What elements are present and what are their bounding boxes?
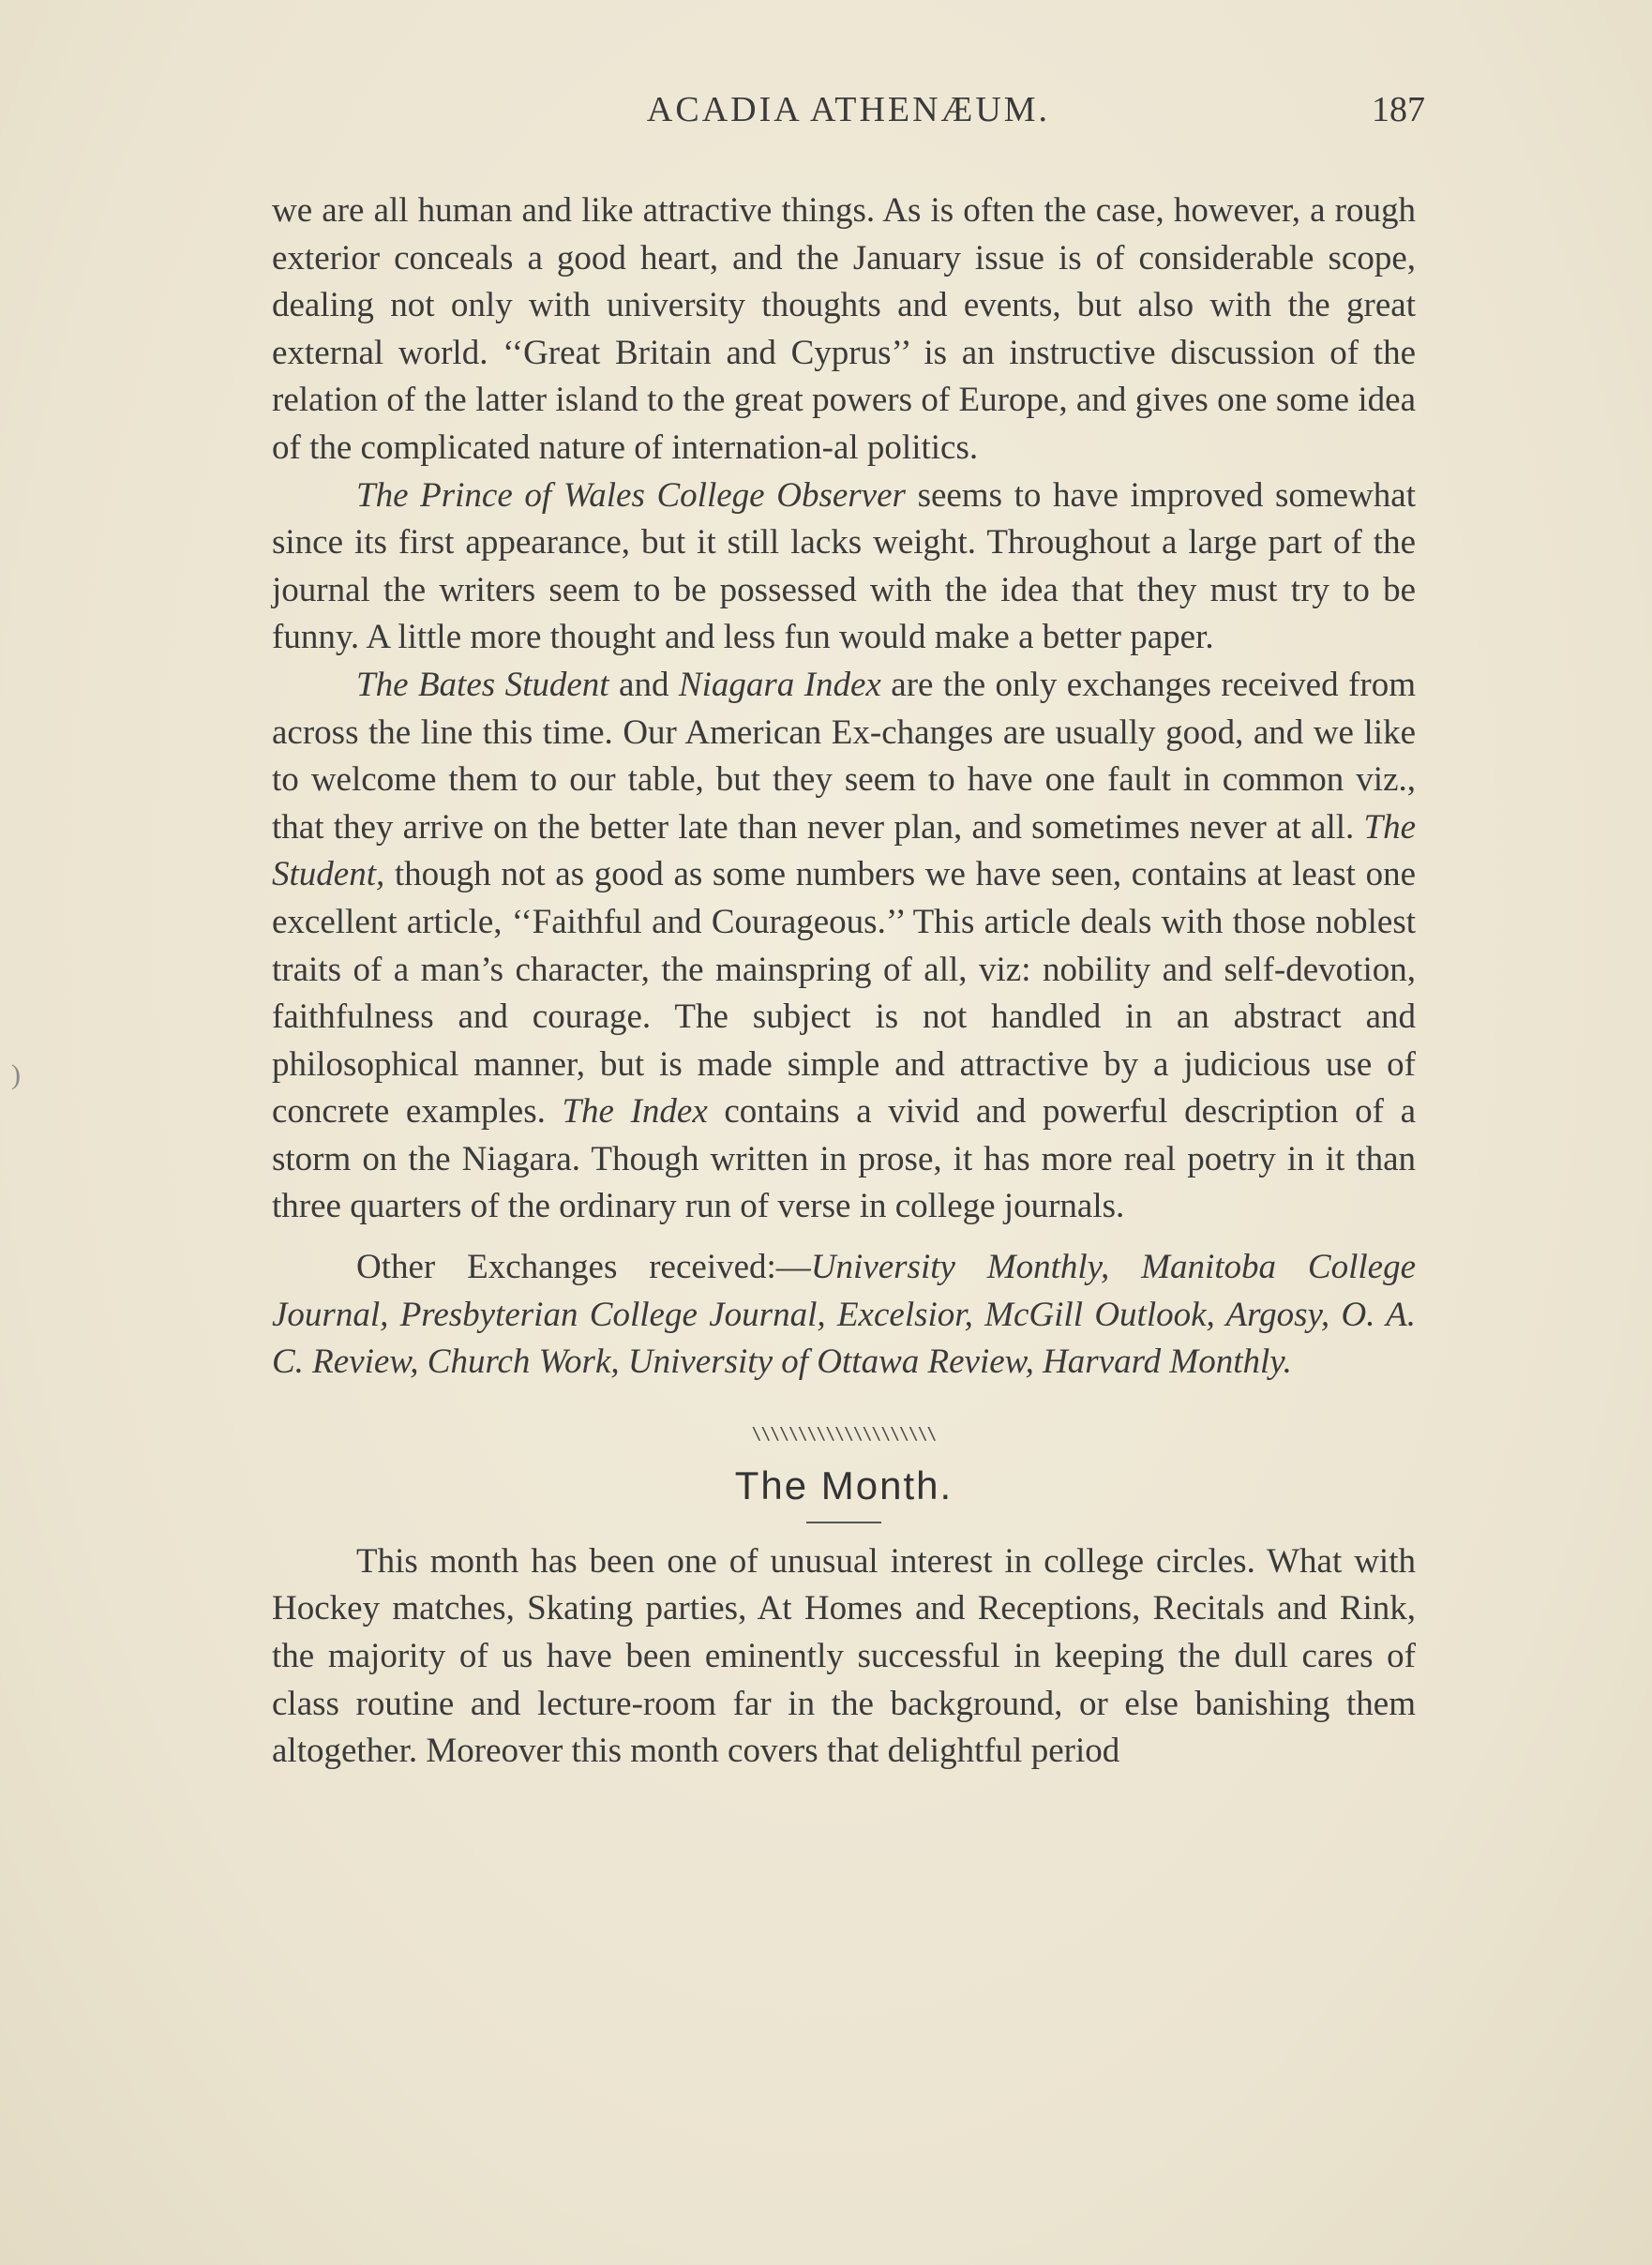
page-header <box>272 89 1425 145</box>
article-body <box>272 188 1416 1776</box>
paragraph-1: we are all human and like attractive things. As is often the case, however, a rough exterior conceals a good heart, and the January issue is of considerable scope, dealing not only with university thoughts and events, but also with the great external world. ‘‘Great Britain and Cyprus’’ is an instructive discussion of the relation of the latter island to the great powers of Europe, and gives one some idea of the complicated nature of internation-al politics. <box>272 191 1416 467</box>
section-title: The Month. <box>734 1462 954 1508</box>
journal-title: The Bates Student <box>356 665 609 704</box>
page-number: 187 <box>1372 90 1425 129</box>
paragraph-3 <box>272 662 1416 1231</box>
paragraph-2 <box>272 472 1416 662</box>
journal-title: The Student, <box>272 807 1416 894</box>
running-title: ACADIA ATHENÆUM. <box>646 90 1051 129</box>
journal-title: The Prince of Wales College Observer <box>356 475 906 515</box>
exchanges-list: University Monthly, Manitoba College Journal, Presbyterian College Journal, Excelsior, McGill Outlook, Argosy, O. A. C. Review, Church Work, University of Ottawa Review, Harvard Monthly. <box>272 1248 1416 1382</box>
exchanges-paragraph <box>272 1244 1416 1387</box>
title-rule <box>806 1522 881 1523</box>
paragraph-2-text: seems to have improved somewhat since its first appearance, but it still lacks weight. Throughout a large part of the journal the writers seem to be possessed with the idea that they must try to be funny. A little more thought and less fun would make a better paper. <box>272 475 1417 657</box>
journal-title: The Index <box>562 1092 708 1132</box>
margin-mark: ) <box>11 1059 21 1090</box>
paragraph-3-text: though not as good as some numbers we have seen, contains at least one excellent article, ‘‘Faithful and Courageous.’’ This article deals with those noblest traits of a man’s character, the mainspring of all, viz: nobility and self-devotion, faithfulness and courage. The subject is not handled in an abstract and philosophical manner, but is made simple and attractive by a judicious use of concrete examples. <box>272 855 1416 1132</box>
month-paragraph-1: This month has been one of unusual interest in college circles. What with Hockey matches, Skating parties, At Homes and Receptions, Recitals and Rink, the majority of us have been eminently successful in keeping the dull cares of class routine and lecture-room far in the background, or else banishing them altogether. Moreover this month covers that delightful period <box>272 1541 1416 1771</box>
exchanges-intro: Other Exchanges received:— <box>356 1248 811 1287</box>
paragraph-3-text: are the only exchanges received from across the line this time. Our American Ex-changes are usually good, and we like to welcome them to our table, but they seem to have one fault in common viz., that they arrive on the better late than never plan, and sometimes never at all. <box>272 665 1416 847</box>
paragraph-3-text: contains a vivid and powerful description of a storm on the Niagara. Though written in prose, it has more real poetry in it than three quarters of the ordinary run of verse in college journals. <box>272 1092 1417 1226</box>
paragraph-3-conjunction: and <box>608 665 679 704</box>
journal-title: Niagara Index <box>678 665 881 704</box>
section-ornament: \\\\\\\\\\\\\\\\\\\\ <box>751 1423 937 1444</box>
